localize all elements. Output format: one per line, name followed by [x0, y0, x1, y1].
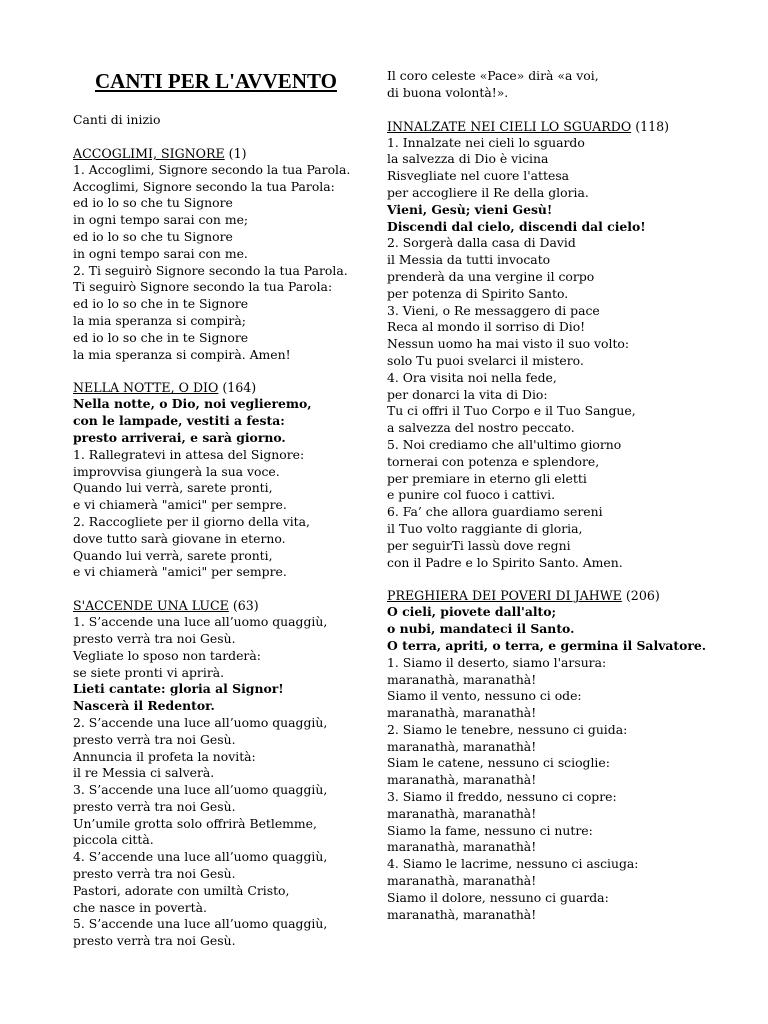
verse-line: per donarci la vita di Dio: [387, 386, 548, 402]
refrain-line: Lieti cantate: gloria al Signor! [73, 681, 284, 697]
verse-line: per accogliere il Re della gloria. [387, 184, 589, 200]
verse-line: per seguirTi lassù dove regni [387, 537, 571, 553]
verse-line: piccola città. [73, 832, 154, 848]
verse-line: 2. Sorgerà dalla casa di David [387, 235, 576, 251]
song-title: PREGHIERA DEI POVERI DI JAHWE [387, 588, 622, 604]
verse-line: Il coro celeste «Pace» dirà «a voi, [387, 68, 599, 83]
continued-verse [387, 68, 757, 102]
song-title: S'ACCENDE UNA LUCE [73, 598, 229, 614]
left-column [73, 68, 373, 966]
verse-line: 1. Siamo il deserto, siamo l'arsura: [387, 654, 607, 670]
verse-line: 2. Raccogliete per il giorno della vita, [73, 513, 310, 529]
verse-line: Pastori, adorate con umiltà Cristo, [73, 882, 290, 898]
song-heading [73, 379, 373, 396]
verse-line: solo Tu puoi svelarci il mistero. [387, 352, 584, 368]
left-song-list [73, 145, 373, 950]
verse-line: e vi chiamerà "amici" per sempre. [73, 564, 287, 580]
verse-line: Siamo il dolore, nessuno ci guarda: [387, 889, 609, 905]
verse-line: se siete pronti vi aprirà. [73, 664, 225, 680]
verse-line: 6. Fa’ che allora guardiamo sereni [387, 504, 603, 520]
song-section [73, 145, 373, 364]
verse-line: 2. Siamo le tenebre, nessuno ci guida: [387, 721, 628, 737]
verse-line: 1. Rallegratevi in attesa del Signore: [73, 446, 305, 462]
verse-line: Quando lui verrà, sarete pronti, [73, 480, 273, 496]
song-number: (118) [635, 118, 670, 134]
verse-line: ed io lo so che tu Signore [73, 195, 233, 211]
verse-line: Un’umile grotta solo offrirà Betlemme, [73, 815, 317, 831]
song-number: (206) [625, 588, 660, 604]
verse-line: il re Messia ci salverà. [73, 765, 215, 781]
verse-line: improvvisa giungerà la sua voce. [73, 463, 280, 479]
verse-line: Ti seguirò Signore secondo la tua Parola: [73, 279, 333, 295]
refrain-line: Discendi dal cielo, discendi dal cielo! [387, 218, 646, 234]
verse-line: 3. Vieni, o Re messaggero di pace [387, 302, 600, 318]
refrain-line: Vieni, Gesù; vieni Gesù! [387, 201, 553, 217]
song-heading [73, 145, 373, 162]
refrain-line: Nascerà il Redentor. [73, 698, 215, 714]
refrain-line: O cieli, piovete dall'alto; [387, 604, 557, 620]
page-title: CANTI PER L'AVVENTO [95, 69, 337, 93]
verse-line: il Tuo volto raggiante di gloria, [387, 520, 583, 536]
song-title: ACCOGLIMI, SIGNORE [73, 145, 225, 161]
verse-line: prenderà da una vergine il corpo [387, 268, 595, 284]
verse-line: Siam le catene, nessuno ci scioglie: [387, 755, 610, 771]
right-song-list [387, 118, 757, 924]
verse-line: maranathà, maranathà! [387, 805, 537, 821]
verse-line: Quando lui verrà, sarete pronti, [73, 547, 273, 563]
refrain-line: con le lampade, vestiti a festa: [73, 413, 285, 429]
verse-line: Risvegliate nel cuore l'attesa [387, 168, 570, 184]
verse-line: maranathà, maranathà! [387, 671, 537, 687]
verse-line: tornerai con potenza e splendore, [387, 453, 600, 469]
verse-line: la mia speranza si compirà; [73, 312, 246, 328]
verse-line: Accoglimi, Signore secondo la tua Parola: [73, 178, 335, 194]
verse-line: 4. Ora visita noi nella fede, [387, 369, 557, 385]
verse-line: dove tutto sarà giovane in eterno. [73, 530, 286, 546]
verse-line: Tu ci offri il Tuo Corpo e il Tuo Sangue, [387, 403, 636, 419]
verse-line: maranathà, maranathà! [387, 738, 537, 754]
verse-line: 5. S’accende una luce all’uomo quaggiù, [73, 916, 328, 932]
verse-line: 4. Siamo le lacrime, nessuno ci asciuga: [387, 856, 639, 872]
song-title: NELLA NOTTE, O DIO [73, 380, 219, 396]
refrain-line: o nubi, mandateci il Santo. [387, 621, 575, 637]
verse-line: il Messia da tutti invocato [387, 252, 551, 268]
verse-line: Reca al mondo il sorriso di Dio! [387, 319, 586, 335]
song-section [387, 118, 757, 572]
verse-line: presto verrà tra noi Gesù. [73, 798, 236, 814]
refrain-line: presto arriverai, e sarà giorno. [73, 429, 286, 445]
verse-line: per premiare in eterno gli eletti [387, 470, 587, 486]
verse-line: 1. Innalzate nei cieli lo sguardo [387, 134, 585, 150]
verse-line: 2. S’accende una luce all’uomo quaggiù, [73, 714, 328, 730]
song-title: INNALZATE NEI CIELI LO SGUARDO [387, 118, 632, 134]
song-number: (63) [232, 598, 259, 614]
song-number: (1) [228, 145, 247, 161]
verse-line: Nessun uomo ha mai visto il suo volto: [387, 336, 630, 352]
verse-line: ed io lo so che in te Signore [73, 296, 249, 312]
refrain-line: O terra, apriti, o terra, e germina il Salvatore. [387, 637, 707, 653]
verse-line: ed io lo so che in te Signore [73, 329, 249, 345]
verse-line: di buona volontà!». [387, 84, 509, 100]
verse-line: Annuncia il profeta la novità: [73, 748, 256, 764]
verse-line: maranathà, maranathà! [387, 873, 537, 889]
verse-line: 3. S’accende una luce all’uomo quaggiù, [73, 782, 328, 798]
verse-line: maranathà, maranathà! [387, 906, 537, 922]
verse-line: con il Padre e lo Spirito Santo. Amen. [387, 554, 623, 570]
verse-line: maranathà, maranathà! [387, 839, 537, 855]
song-heading [387, 587, 757, 604]
song-heading [73, 597, 373, 614]
verse-line: presto verrà tra noi Gesù. [73, 933, 236, 949]
verse-line: a salvezza del nostro peccato. [387, 420, 575, 436]
song-heading [387, 118, 757, 135]
verse-line: Vegliate lo sposo non tarderà: [73, 647, 261, 663]
verse-line: che nasce in povertà. [73, 899, 207, 915]
verse-line: e punire col fuoco i cattivi. [387, 487, 556, 503]
song-section [73, 597, 373, 950]
verse-line: 1. Accoglimi, Signore secondo la tua Parola. [73, 161, 351, 177]
verse-line: maranathà, maranathà! [387, 772, 537, 788]
verse-line: maranathà, maranathà! [387, 705, 537, 721]
verse-line: la salvezza di Dio è vicina [387, 151, 549, 167]
verse-line: Siamo il vento, nessuno ci ode: [387, 688, 582, 704]
verse-line: 5. Noi crediamo che all'ultimo giorno [387, 436, 622, 452]
right-column [387, 68, 757, 939]
verse-line: per potenza di Spirito Santo. [387, 285, 569, 301]
verse-line: 4. S’accende una luce all’uomo quaggiù, [73, 849, 328, 865]
verse-line: la mia speranza si compirà. Amen! [73, 346, 291, 362]
verse-line: presto verrà tra noi Gesù. [73, 731, 236, 747]
verse-line: Siamo la fame, nessuno ci nutre: [387, 822, 593, 838]
song-section [387, 587, 757, 923]
verse-line: e vi chiamerà "amici" per sempre. [73, 497, 287, 513]
song-section [73, 379, 373, 581]
verse-line: 3. Siamo il freddo, nessuno ci copre: [387, 789, 617, 805]
verse-line: presto verrà tra noi Gesù. [73, 630, 236, 646]
verse-line: in ogni tempo sarai con me; [73, 212, 249, 228]
verse-line: ed io lo so che tu Signore [73, 228, 233, 244]
verse-line: 1. S’accende una luce all’uomo quaggiù, [73, 614, 328, 630]
verse-line: 2. Ti seguirò Signore secondo la tua Parola. [73, 262, 348, 278]
refrain-line: Nella notte, o Dio, noi veglieremo, [73, 396, 312, 412]
verse-line: presto verrà tra noi Gesù. [73, 866, 236, 882]
section-subtitle: Canti di inizio [73, 112, 161, 127]
song-number: (164) [222, 380, 257, 396]
verse-line: in ogni tempo sarai con me. [73, 245, 248, 261]
